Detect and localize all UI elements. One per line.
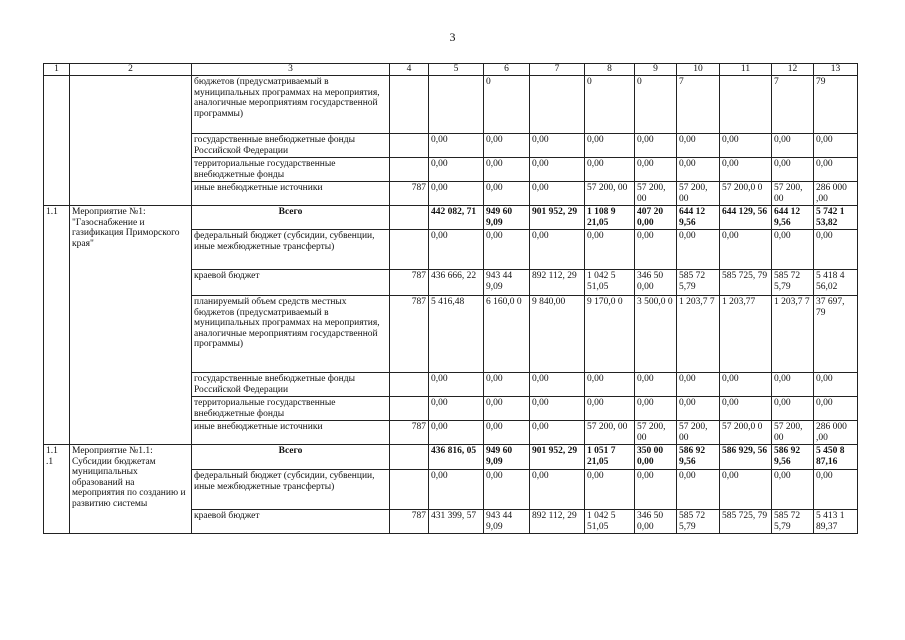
column-number: 8 (585, 64, 635, 76)
source-label: федеральный бюджет (субсидии, субвенции, иные межбюджетные трансферты) (192, 470, 390, 510)
column-number: 12 (772, 64, 814, 76)
event-title: Мероприятие №1: "Газоснабжение и газификация Приморского края" (70, 206, 192, 445)
value-cell: 644 12 9,56 (677, 206, 720, 230)
value-cell: 1 042 5 51,05 (585, 270, 635, 296)
value-cell: 586 92 9,56 (772, 445, 814, 470)
value-cell: 585 725, 79 (720, 510, 772, 534)
value-cell: 949 60 9,09 (484, 445, 530, 470)
value-cell: 0,00 (635, 134, 677, 158)
value-cell: 0,00 (720, 397, 772, 421)
value-cell: 436 816, 05 (429, 445, 484, 470)
value-cell: 0,00 (530, 230, 585, 270)
value-cell: 5 413 1 89,37 (814, 510, 858, 534)
table-row (44, 445, 858, 470)
value-cell: 0 (585, 76, 635, 134)
value-cell: 644 12 9,56 (772, 206, 814, 230)
value-cell: 901 952, 29 (530, 206, 585, 230)
source-label: Всего (192, 445, 390, 470)
value-cell: 1 042 5 51,05 (585, 510, 635, 534)
number-cell (44, 76, 70, 206)
value-cell: 0,00 (429, 470, 484, 510)
value-cell: 0,00 (530, 158, 585, 182)
value-cell: 57 200, 00 (772, 421, 814, 445)
value-cell: 0,00 (772, 134, 814, 158)
source-label: государственные внебюджетные фонды Российской Федерации (192, 373, 390, 397)
source-label: краевой бюджет (192, 270, 390, 296)
value-cell: 892 112, 29 (530, 510, 585, 534)
value-cell: 436 666, 22 (429, 270, 484, 296)
value-cell: 901 952, 29 (530, 445, 585, 470)
value-cell: 5 742 1 53,82 (814, 206, 858, 230)
event-title: Мероприятие №1.1: Субсидии бюджетам муниципальных образований на мероприятия по созданию и развитию системы (70, 445, 192, 534)
value-cell: 0,00 (814, 134, 858, 158)
page-number: 3 (449, 30, 456, 44)
value-cell: 37 697, 79 (814, 296, 858, 373)
value-cell: 0,00 (484, 134, 530, 158)
value-cell: 57 200, 00 (677, 421, 720, 445)
value-cell: 442 082, 71 (429, 206, 484, 230)
value-cell: 0,00 (635, 158, 677, 182)
value-cell: 0,00 (635, 373, 677, 397)
column-number: 3 (192, 64, 390, 76)
value-cell: 585 72 5,79 (677, 270, 720, 296)
value-cell: 407 20 0,00 (635, 206, 677, 230)
source-label: планируемый объем средств местных бюджетов (предусматриваемый в муниципальных программах на мероприятия, аналогичные мероприятиям государственной программы) (192, 296, 390, 373)
value-cell: 0,00 (772, 373, 814, 397)
value-cell: 0,00 (429, 134, 484, 158)
value-cell: 7 (772, 76, 814, 134)
value-cell: 0,00 (772, 397, 814, 421)
value-cell: 0,00 (814, 230, 858, 270)
column-number: 2 (70, 64, 192, 76)
source-label: федеральный бюджет (субсидии, субвенции, иные межбюджетные трансферты) (192, 230, 390, 270)
value-cell: 0,00 (814, 470, 858, 510)
value-cell: 1 203,77 (720, 296, 772, 373)
value-cell: 586 92 9,56 (677, 445, 720, 470)
value-cell: 57 200, 00 (635, 421, 677, 445)
code-cell: 787 (390, 270, 429, 296)
value-cell: 0,00 (530, 470, 585, 510)
value-cell: 0,00 (429, 158, 484, 182)
code-cell (390, 445, 429, 470)
value-cell: 1 203,7 7 (677, 296, 720, 373)
header-row (44, 64, 858, 76)
code-cell: 787 (390, 421, 429, 445)
value-cell: 0,00 (772, 158, 814, 182)
value-cell: 286 000 ,00 (814, 421, 858, 445)
value-cell: 0,00 (635, 397, 677, 421)
value-cell: 0,00 (429, 421, 484, 445)
value-cell: 0,00 (772, 470, 814, 510)
value-cell: 585 72 5,79 (772, 270, 814, 296)
event-cell (70, 76, 192, 206)
value-cell: 0,00 (677, 470, 720, 510)
value-cell (530, 76, 585, 134)
value-cell: 0,00 (429, 182, 484, 206)
table-row (44, 76, 858, 134)
source-label: территориальные государственные внебюджетные фонды (192, 397, 390, 421)
code-cell (390, 134, 429, 158)
code-cell (390, 158, 429, 182)
source-label: территориальные государственные внебюджетные фонды (192, 158, 390, 182)
value-cell: 0,00 (677, 230, 720, 270)
value-cell: 0,00 (429, 230, 484, 270)
source-label: Всего (192, 206, 390, 230)
code-cell (390, 230, 429, 270)
value-cell: 57 200, 00 (585, 421, 635, 445)
value-cell: 0,00 (484, 230, 530, 270)
value-cell: 57 200, 00 (585, 182, 635, 206)
column-number: 11 (720, 64, 772, 76)
value-cell: 585 725, 79 (720, 270, 772, 296)
value-cell: 0,00 (530, 397, 585, 421)
value-cell: 3 500,0 0 (635, 296, 677, 373)
value-cell: 6 160,0 0 (484, 296, 530, 373)
value-cell: 57 200,0 0 (720, 421, 772, 445)
value-cell: 943 44 9,09 (484, 510, 530, 534)
value-cell: 0,00 (484, 421, 530, 445)
value-cell: 79 (814, 76, 858, 134)
value-cell: 0,00 (585, 158, 635, 182)
value-cell: 346 50 0,00 (635, 510, 677, 534)
value-cell: 1 051 7 21,05 (585, 445, 635, 470)
value-cell: 0,00 (484, 182, 530, 206)
value-cell: 0 (484, 76, 530, 134)
value-cell: 0,00 (720, 158, 772, 182)
code-cell (390, 470, 429, 510)
value-cell: 0,00 (677, 397, 720, 421)
value-cell: 0,00 (814, 158, 858, 182)
value-cell: 0,00 (530, 373, 585, 397)
value-cell: 0,00 (814, 373, 858, 397)
value-cell: 0,00 (720, 134, 772, 158)
source-label: краевой бюджет (192, 510, 390, 534)
value-cell: 586 929, 56 (720, 445, 772, 470)
value-cell: 7 (677, 76, 720, 134)
value-cell: 0,00 (585, 470, 635, 510)
value-cell: 286 000 ,00 (814, 182, 858, 206)
value-cell: 892 112, 29 (530, 270, 585, 296)
value-cell: 431 399, 57 (429, 510, 484, 534)
value-cell: 0,00 (635, 470, 677, 510)
value-cell: 0,00 (635, 230, 677, 270)
value-cell: 0,00 (677, 158, 720, 182)
value-cell: 0,00 (484, 158, 530, 182)
value-cell: 57 200, 00 (677, 182, 720, 206)
value-cell: 943 44 9,09 (484, 270, 530, 296)
value-cell: 0,00 (677, 134, 720, 158)
value-cell: 0,00 (720, 373, 772, 397)
value-cell: 0,00 (814, 397, 858, 421)
value-cell (720, 76, 772, 134)
value-cell: 585 72 5,79 (677, 510, 720, 534)
column-number: 5 (429, 64, 484, 76)
value-cell: 57 200,0 0 (720, 182, 772, 206)
value-cell: 0,00 (484, 397, 530, 421)
value-cell: 5 416,48 (429, 296, 484, 373)
value-cell: 0,00 (530, 134, 585, 158)
value-cell: 0,00 (585, 373, 635, 397)
source-label: бюджетов (предусматриваемый в муниципальных программах на мероприятия, аналогичные мероприятиям государственной программы) (192, 76, 390, 134)
value-cell: 0,00 (772, 230, 814, 270)
code-cell (390, 373, 429, 397)
code-cell: 787 (390, 182, 429, 206)
code-cell (390, 76, 429, 134)
column-number: 4 (390, 64, 429, 76)
column-number: 9 (635, 64, 677, 76)
code-cell (390, 397, 429, 421)
value-cell: 0,00 (429, 373, 484, 397)
column-number: 1 (44, 64, 70, 76)
value-cell: 9 840,00 (530, 296, 585, 373)
value-cell: 5 418 4 56,02 (814, 270, 858, 296)
code-cell (390, 206, 429, 230)
value-cell: 350 00 0,00 (635, 445, 677, 470)
column-number: 10 (677, 64, 720, 76)
value-cell: 0 (635, 76, 677, 134)
value-cell: 57 200, 00 (635, 182, 677, 206)
event-number: 1.1 .1 (44, 445, 70, 534)
value-cell: 9 170,0 0 (585, 296, 635, 373)
source-label: иные внебюджетные источники (192, 182, 390, 206)
value-cell: 949 60 9,09 (484, 206, 530, 230)
table-row (44, 206, 858, 230)
value-cell: 57 200, 00 (772, 182, 814, 206)
value-cell: 1 108 9 21,05 (585, 206, 635, 230)
source-label: государственные внебюджетные фонды Российской Федерации (192, 134, 390, 158)
value-cell: 585 72 5,79 (772, 510, 814, 534)
event-number: 1.1 (44, 206, 70, 445)
value-cell: 1 203,7 7 (772, 296, 814, 373)
value-cell: 0,00 (585, 397, 635, 421)
value-cell: 0,00 (530, 182, 585, 206)
budget-table (43, 63, 858, 534)
value-cell: 0,00 (677, 373, 720, 397)
value-cell: 0,00 (585, 134, 635, 158)
value-cell: 0,00 (484, 373, 530, 397)
value-cell: 0,00 (720, 230, 772, 270)
value-cell: 0,00 (429, 397, 484, 421)
value-cell: 0,00 (484, 470, 530, 510)
column-number: 13 (814, 64, 858, 76)
column-number: 7 (530, 64, 585, 76)
value-cell: 346 50 0,00 (635, 270, 677, 296)
column-number: 6 (484, 64, 530, 76)
value-cell: 0,00 (530, 421, 585, 445)
source-label: иные внебюджетные источники (192, 421, 390, 445)
code-cell: 787 (390, 296, 429, 373)
code-cell: 787 (390, 510, 429, 534)
value-cell: 0,00 (720, 470, 772, 510)
value-cell: 5 450 8 87,16 (814, 445, 858, 470)
value-cell (429, 76, 484, 134)
value-cell: 644 129, 56 (720, 206, 772, 230)
value-cell: 0,00 (585, 230, 635, 270)
